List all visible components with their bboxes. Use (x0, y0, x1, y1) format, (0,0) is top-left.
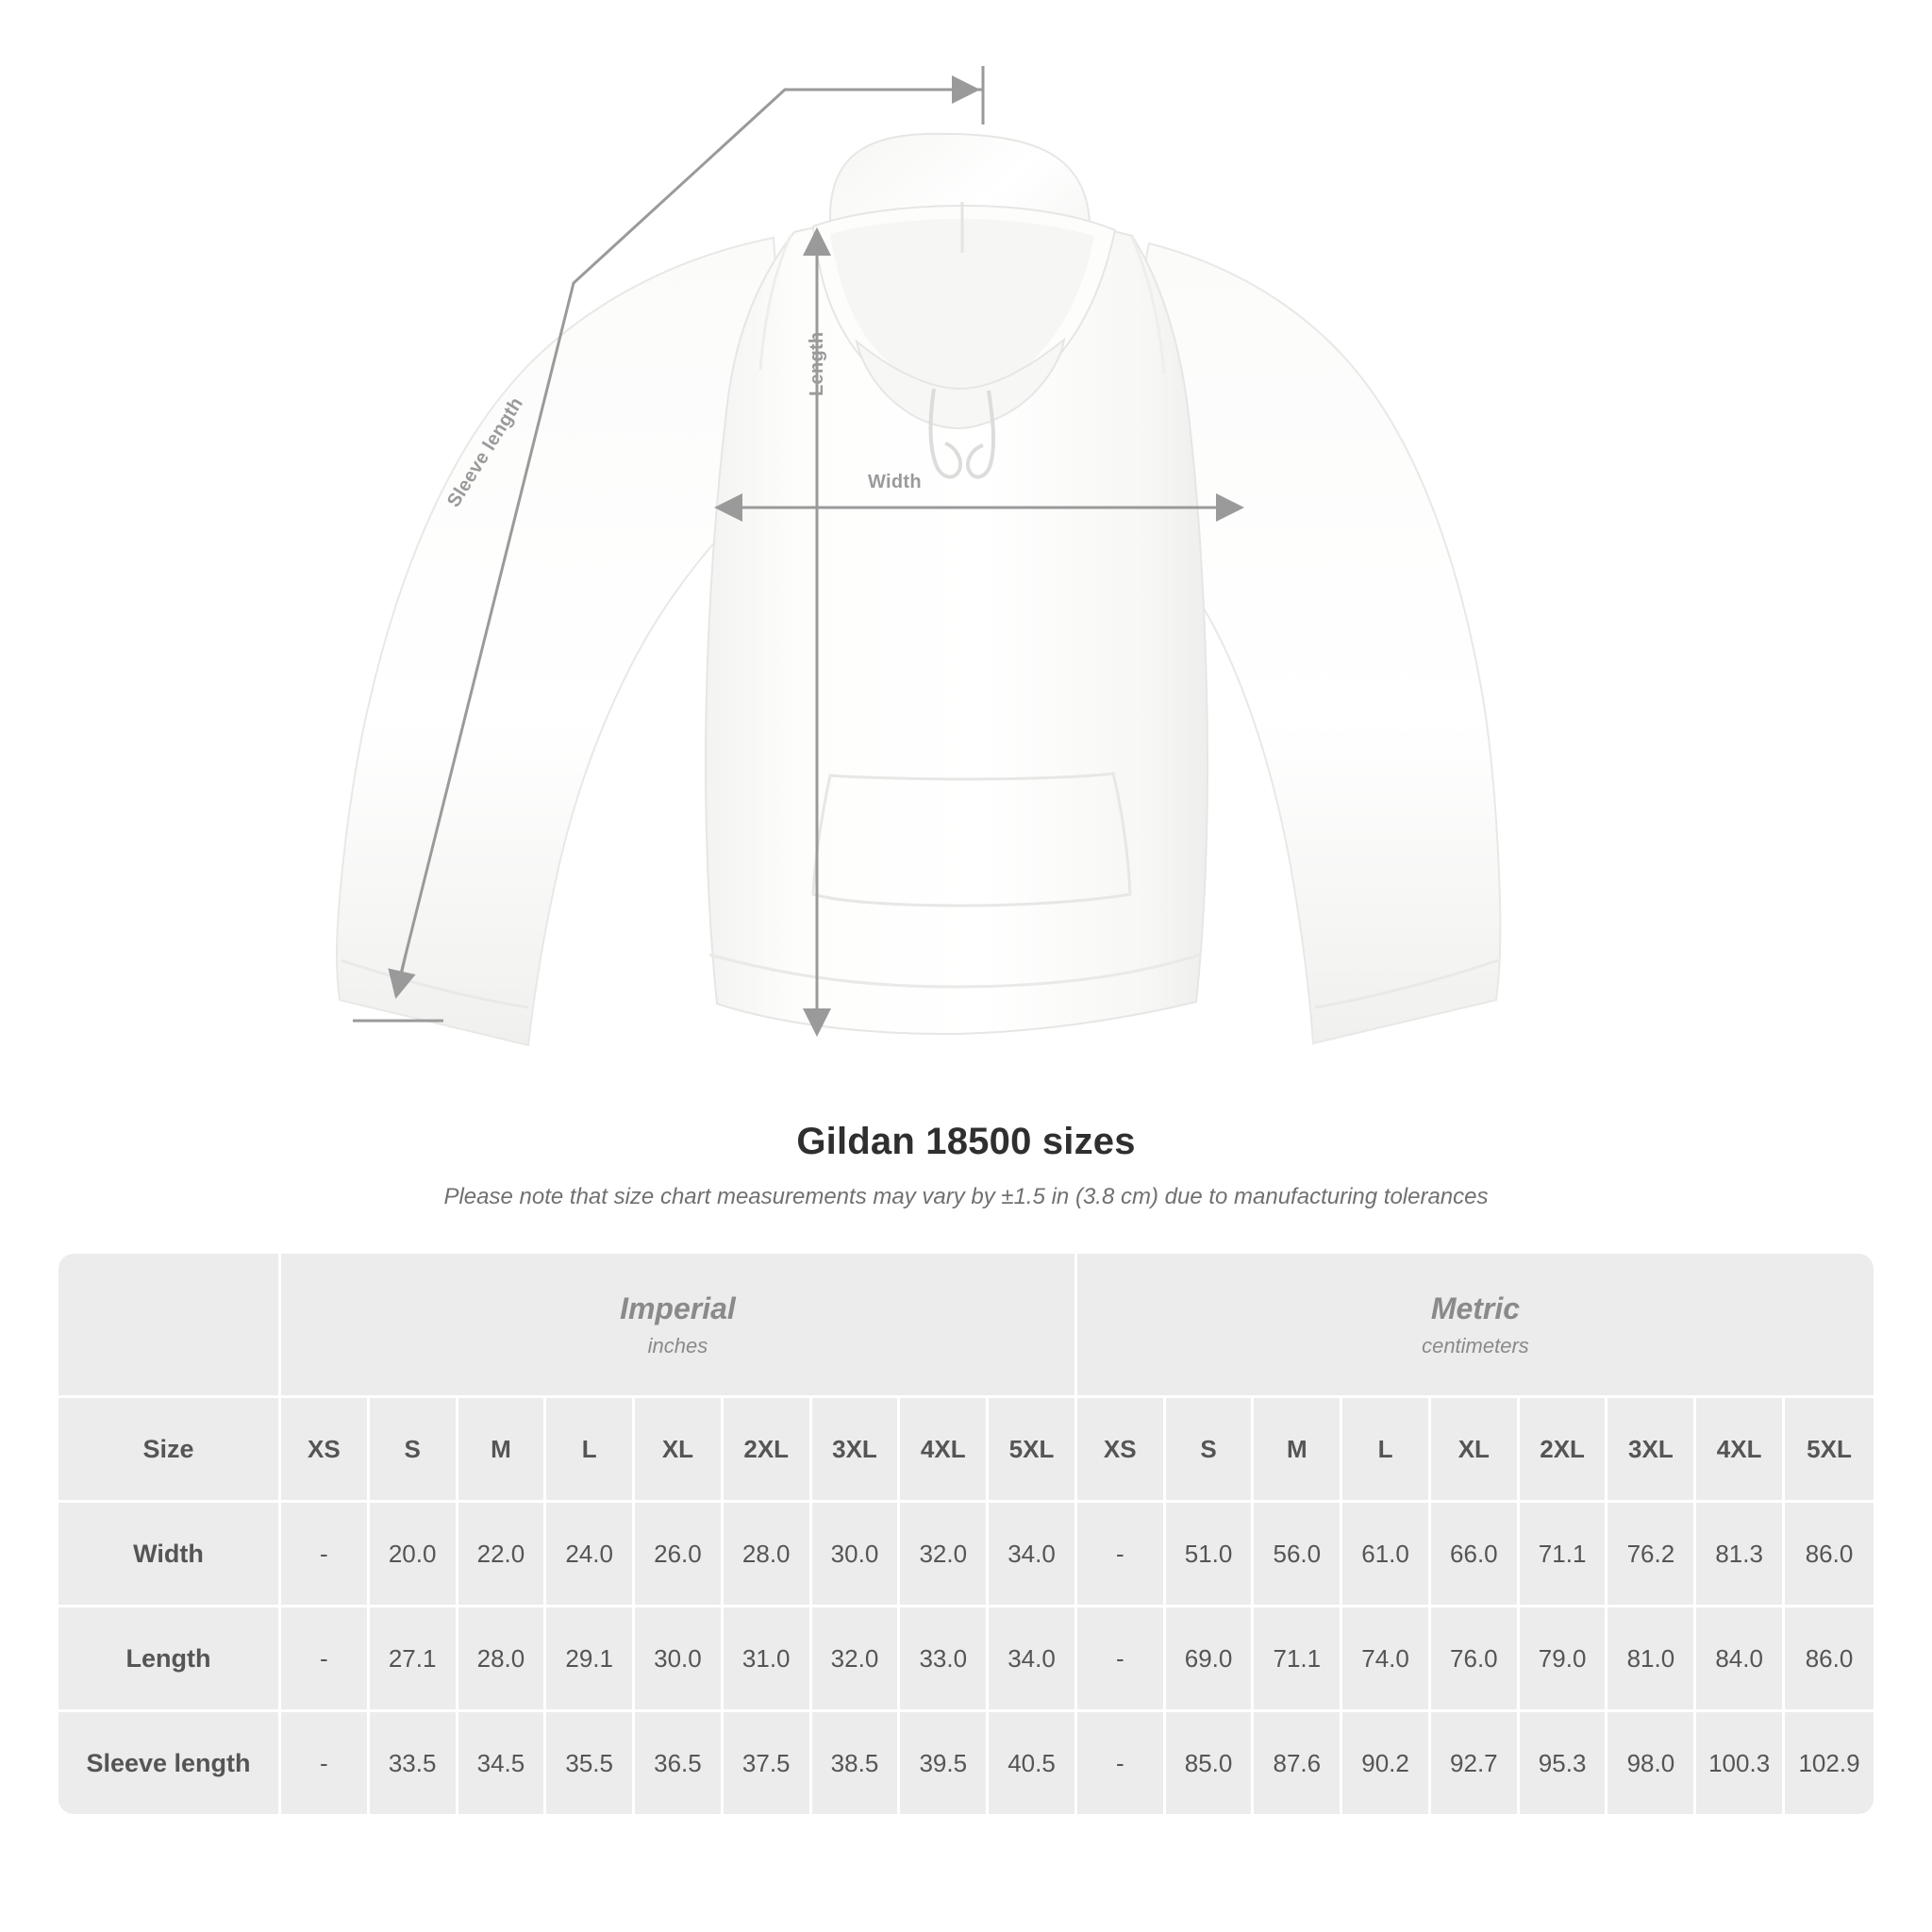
cell-sleeve-imperial-xs: - (281, 1712, 370, 1814)
cell-length-metric-3xl: 81.0 (1607, 1607, 1696, 1712)
col-header-imperial-4xl: 4XL (900, 1398, 989, 1503)
length-label: Length (807, 331, 827, 396)
size-table-wrap (58, 1254, 1874, 1814)
cell-sleeve-imperial-2xl: 37.5 (724, 1712, 812, 1814)
cell-sleeve-imperial-3xl: 38.5 (812, 1712, 901, 1814)
col-header-metric-2xl: 2XL (1520, 1398, 1608, 1503)
cell-length-imperial-xs: - (281, 1607, 370, 1712)
cell-width-metric-3xl: 76.2 (1607, 1503, 1696, 1607)
cell-width-metric-5xl: 86.0 (1785, 1503, 1874, 1607)
hoodie-artwork (337, 134, 1500, 1045)
cell-length-metric-m: 71.1 (1254, 1607, 1342, 1712)
col-header-imperial-3xl: 3XL (812, 1398, 901, 1503)
col-header-imperial-xl: XL (635, 1398, 724, 1503)
cell-length-imperial-s: 27.1 (370, 1607, 458, 1712)
cell-length-metric-xl: 76.0 (1431, 1607, 1520, 1712)
cell-width-imperial-l: 24.0 (546, 1503, 635, 1607)
row-label-width: Width (58, 1503, 281, 1607)
cell-sleeve-imperial-xl: 36.5 (635, 1712, 724, 1814)
table-corner-cell (58, 1254, 281, 1398)
col-header-imperial-m: M (458, 1398, 547, 1503)
imperial-unit: inches (647, 1333, 708, 1357)
cell-sleeve-imperial-l: 35.5 (546, 1712, 635, 1814)
cell-sleeve-metric-s: 85.0 (1166, 1712, 1255, 1814)
cell-width-metric-l: 61.0 (1342, 1503, 1431, 1607)
cell-width-imperial-s: 20.0 (370, 1503, 458, 1607)
col-header-metric-xs: XS (1077, 1398, 1166, 1503)
cell-sleeve-metric-4xl: 100.3 (1696, 1712, 1785, 1814)
imperial-system-header (281, 1254, 1077, 1398)
cell-width-metric-xs: - (1077, 1503, 1166, 1607)
metric-system-name: Metric (1430, 1291, 1521, 1325)
cell-length-imperial-2xl: 31.0 (724, 1607, 812, 1712)
size-header: Size (58, 1398, 281, 1503)
cell-width-imperial-m: 22.0 (458, 1503, 547, 1607)
col-header-imperial-2xl: 2XL (724, 1398, 812, 1503)
cell-sleeve-metric-xs: - (1077, 1712, 1166, 1814)
col-header-metric-3xl: 3XL (1607, 1398, 1696, 1503)
cell-width-metric-4xl: 81.3 (1696, 1503, 1785, 1607)
col-header-imperial-xs: XS (281, 1398, 370, 1503)
cell-sleeve-imperial-s: 33.5 (370, 1712, 458, 1814)
cell-length-metric-4xl: 84.0 (1696, 1607, 1785, 1712)
col-header-metric-4xl: 4XL (1696, 1398, 1785, 1503)
table-row (58, 1712, 1874, 1814)
metric-system-header (1077, 1254, 1874, 1398)
table-header-row (58, 1398, 1874, 1503)
table-row (58, 1607, 1874, 1712)
row-label-length: Length (58, 1607, 281, 1712)
cell-length-metric-xs: - (1077, 1607, 1166, 1712)
col-header-metric-5xl: 5XL (1785, 1398, 1874, 1503)
cell-width-imperial-4xl: 32.0 (900, 1503, 989, 1607)
col-header-imperial-l: L (546, 1398, 635, 1503)
col-header-imperial-5xl: 5XL (989, 1398, 1077, 1503)
cell-sleeve-metric-5xl: 102.9 (1785, 1712, 1874, 1814)
cell-width-metric-m: 56.0 (1254, 1503, 1342, 1607)
cell-width-imperial-xs: - (281, 1503, 370, 1607)
width-label: Width (868, 472, 922, 492)
metric-unit: centimeters (1422, 1333, 1529, 1357)
cell-length-imperial-4xl: 33.0 (900, 1607, 989, 1712)
col-header-metric-l: L (1342, 1398, 1431, 1503)
cell-width-imperial-3xl: 30.0 (812, 1503, 901, 1607)
cell-width-metric-xl: 66.0 (1431, 1503, 1520, 1607)
cell-sleeve-metric-l: 90.2 (1342, 1712, 1431, 1814)
table-row (58, 1503, 1874, 1607)
page-title: Gildan 18500 sizes (796, 1121, 1136, 1162)
col-header-metric-m: M (1254, 1398, 1342, 1503)
cell-width-imperial-2xl: 28.0 (724, 1503, 812, 1607)
col-header-imperial-s: S (370, 1398, 458, 1503)
imperial-system-name: Imperial (620, 1291, 736, 1325)
cell-sleeve-metric-xl: 92.7 (1431, 1712, 1520, 1814)
size-table (58, 1254, 1874, 1814)
cell-length-imperial-m: 28.0 (458, 1607, 547, 1712)
cell-width-metric-2xl: 71.1 (1520, 1503, 1608, 1607)
row-label-sleeve-length: Sleeve length (58, 1712, 281, 1814)
cell-length-metric-5xl: 86.0 (1785, 1607, 1874, 1712)
cell-length-metric-l: 74.0 (1342, 1607, 1431, 1712)
cell-length-imperial-3xl: 32.0 (812, 1607, 901, 1712)
cell-sleeve-metric-2xl: 95.3 (1520, 1712, 1608, 1814)
chart-heading-block (0, 1121, 1932, 1210)
cell-length-imperial-5xl: 34.0 (989, 1607, 1077, 1712)
tolerance-note: Please note that size chart measurements may vary by ±1.5 in (3.8 cm) due to manufacturing tolerances (443, 1184, 1489, 1209)
cell-sleeve-imperial-m: 34.5 (458, 1712, 547, 1814)
cell-width-imperial-xl: 26.0 (635, 1503, 724, 1607)
table-unit-row (58, 1254, 1874, 1398)
cell-width-imperial-5xl: 34.0 (989, 1503, 1077, 1607)
col-header-metric-xl: XL (1431, 1398, 1520, 1503)
col-header-metric-s: S (1166, 1398, 1255, 1503)
cell-sleeve-metric-3xl: 98.0 (1607, 1712, 1696, 1814)
cell-length-metric-2xl: 79.0 (1520, 1607, 1608, 1712)
cell-sleeve-metric-m: 87.6 (1254, 1712, 1342, 1814)
cell-length-imperial-l: 29.1 (546, 1607, 635, 1712)
sleeve-length-label: Sleeve length (443, 393, 528, 511)
cell-length-metric-s: 69.0 (1166, 1607, 1255, 1712)
cell-width-metric-s: 51.0 (1166, 1503, 1255, 1607)
cell-sleeve-imperial-4xl: 39.5 (900, 1712, 989, 1814)
cell-sleeve-imperial-5xl: 40.5 (989, 1712, 1077, 1814)
cell-length-imperial-xl: 30.0 (635, 1607, 724, 1712)
